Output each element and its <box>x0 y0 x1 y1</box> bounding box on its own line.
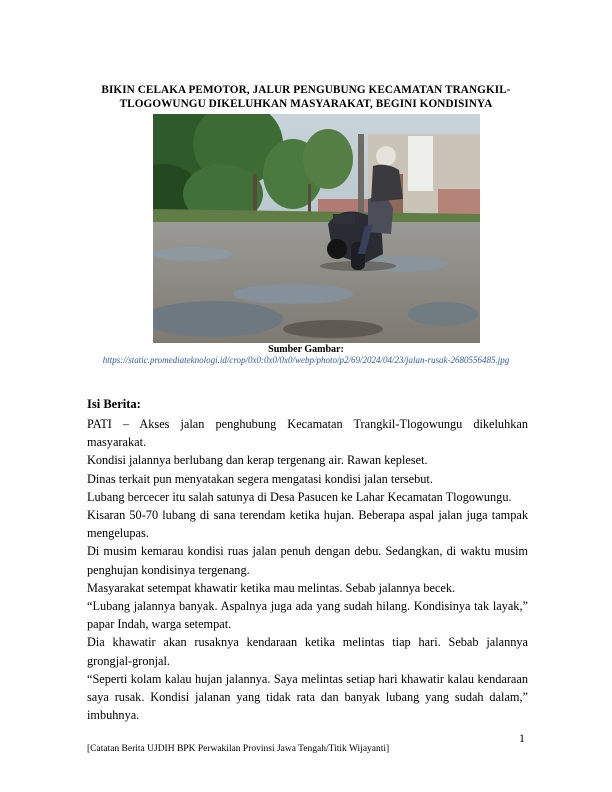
article-body <box>87 415 528 724</box>
paragraph: Dia khawatir akan rusaknya kendaraan ketika melintas tiap hari. Sebab jalannya grongjal-gronjal. <box>87 635 528 668</box>
paragraph: Lubang bercecer itu salah satunya di Desa Pasucen ke Lahar Kecamatan Tlogowungu. <box>87 489 512 504</box>
paragraph: Dinas terkait pun menyatakan segera mengatasi kondisi jalan tersebut. <box>87 471 433 486</box>
footer-note: [Catatan Berita UJDIH BPK Perwakilan Provinsi Jawa Tengah/Titik Wijayanti] <box>87 744 390 754</box>
image-source-label: Sumber Gambar: <box>268 344 344 355</box>
paragraph: Kondisi jalannya berlubang dan kerap tergenang air. Rawan kepleset. <box>87 453 428 468</box>
paragraph: “Lubang jalannya banyak. Aspalnya juga ada yang sudah hilang. Kondisinya tak layak,” papar Indah, warga setempat. <box>87 599 528 632</box>
paragraph: Masyarakat setempat khawatir ketika mau melintas. Sebab jalannya becek. <box>87 580 456 595</box>
image-source-url[interactable]: https://static.promediateknologi.id/crop/0x0:0x0/0x0/webp/photo/p2/69/2024/04/23/jalan-rusak-2680556485.jpg <box>102 355 510 365</box>
article-title-line-1: BIKIN CELAKA PEMOTOR, JALUR PENGUBUNG KECAMATAN TRANGKIL- <box>101 84 511 96</box>
article-title <box>72 83 540 111</box>
paragraph: Kisaran 50-70 lubang di sana terendam ketika hujan. Beberapa aspal jalan juga tampak mengelupas. <box>87 508 528 541</box>
paragraph: PATI – Akses jalan penghubung Kecamatan Trangkil-Tlogowungu dikeluhkan masyarakat. <box>87 417 528 450</box>
paragraph: Di musim kemarau kondisi ruas jalan penuh dengan debu. Sedangkan, di waktu musim penghujan kondisinya tergenang. <box>87 544 528 577</box>
section-heading: Isi Berita: <box>87 397 141 411</box>
article-title-line-2: TLOGOWUNGU DIKELUHKAN MASYARAKAT, BEGINI KONDISINYA <box>119 98 493 110</box>
paragraph: “Seperti kolam kalau hujan jalannya. Saya melintas setiap hari khawatir kalau kendaraan saya rusak. Kondisi jalanan yang tidak rata dan banyak lubang yang sudah dalam,” imbuhnya. <box>87 671 528 723</box>
page-number: 1 <box>519 731 525 745</box>
article-photo <box>153 114 480 343</box>
